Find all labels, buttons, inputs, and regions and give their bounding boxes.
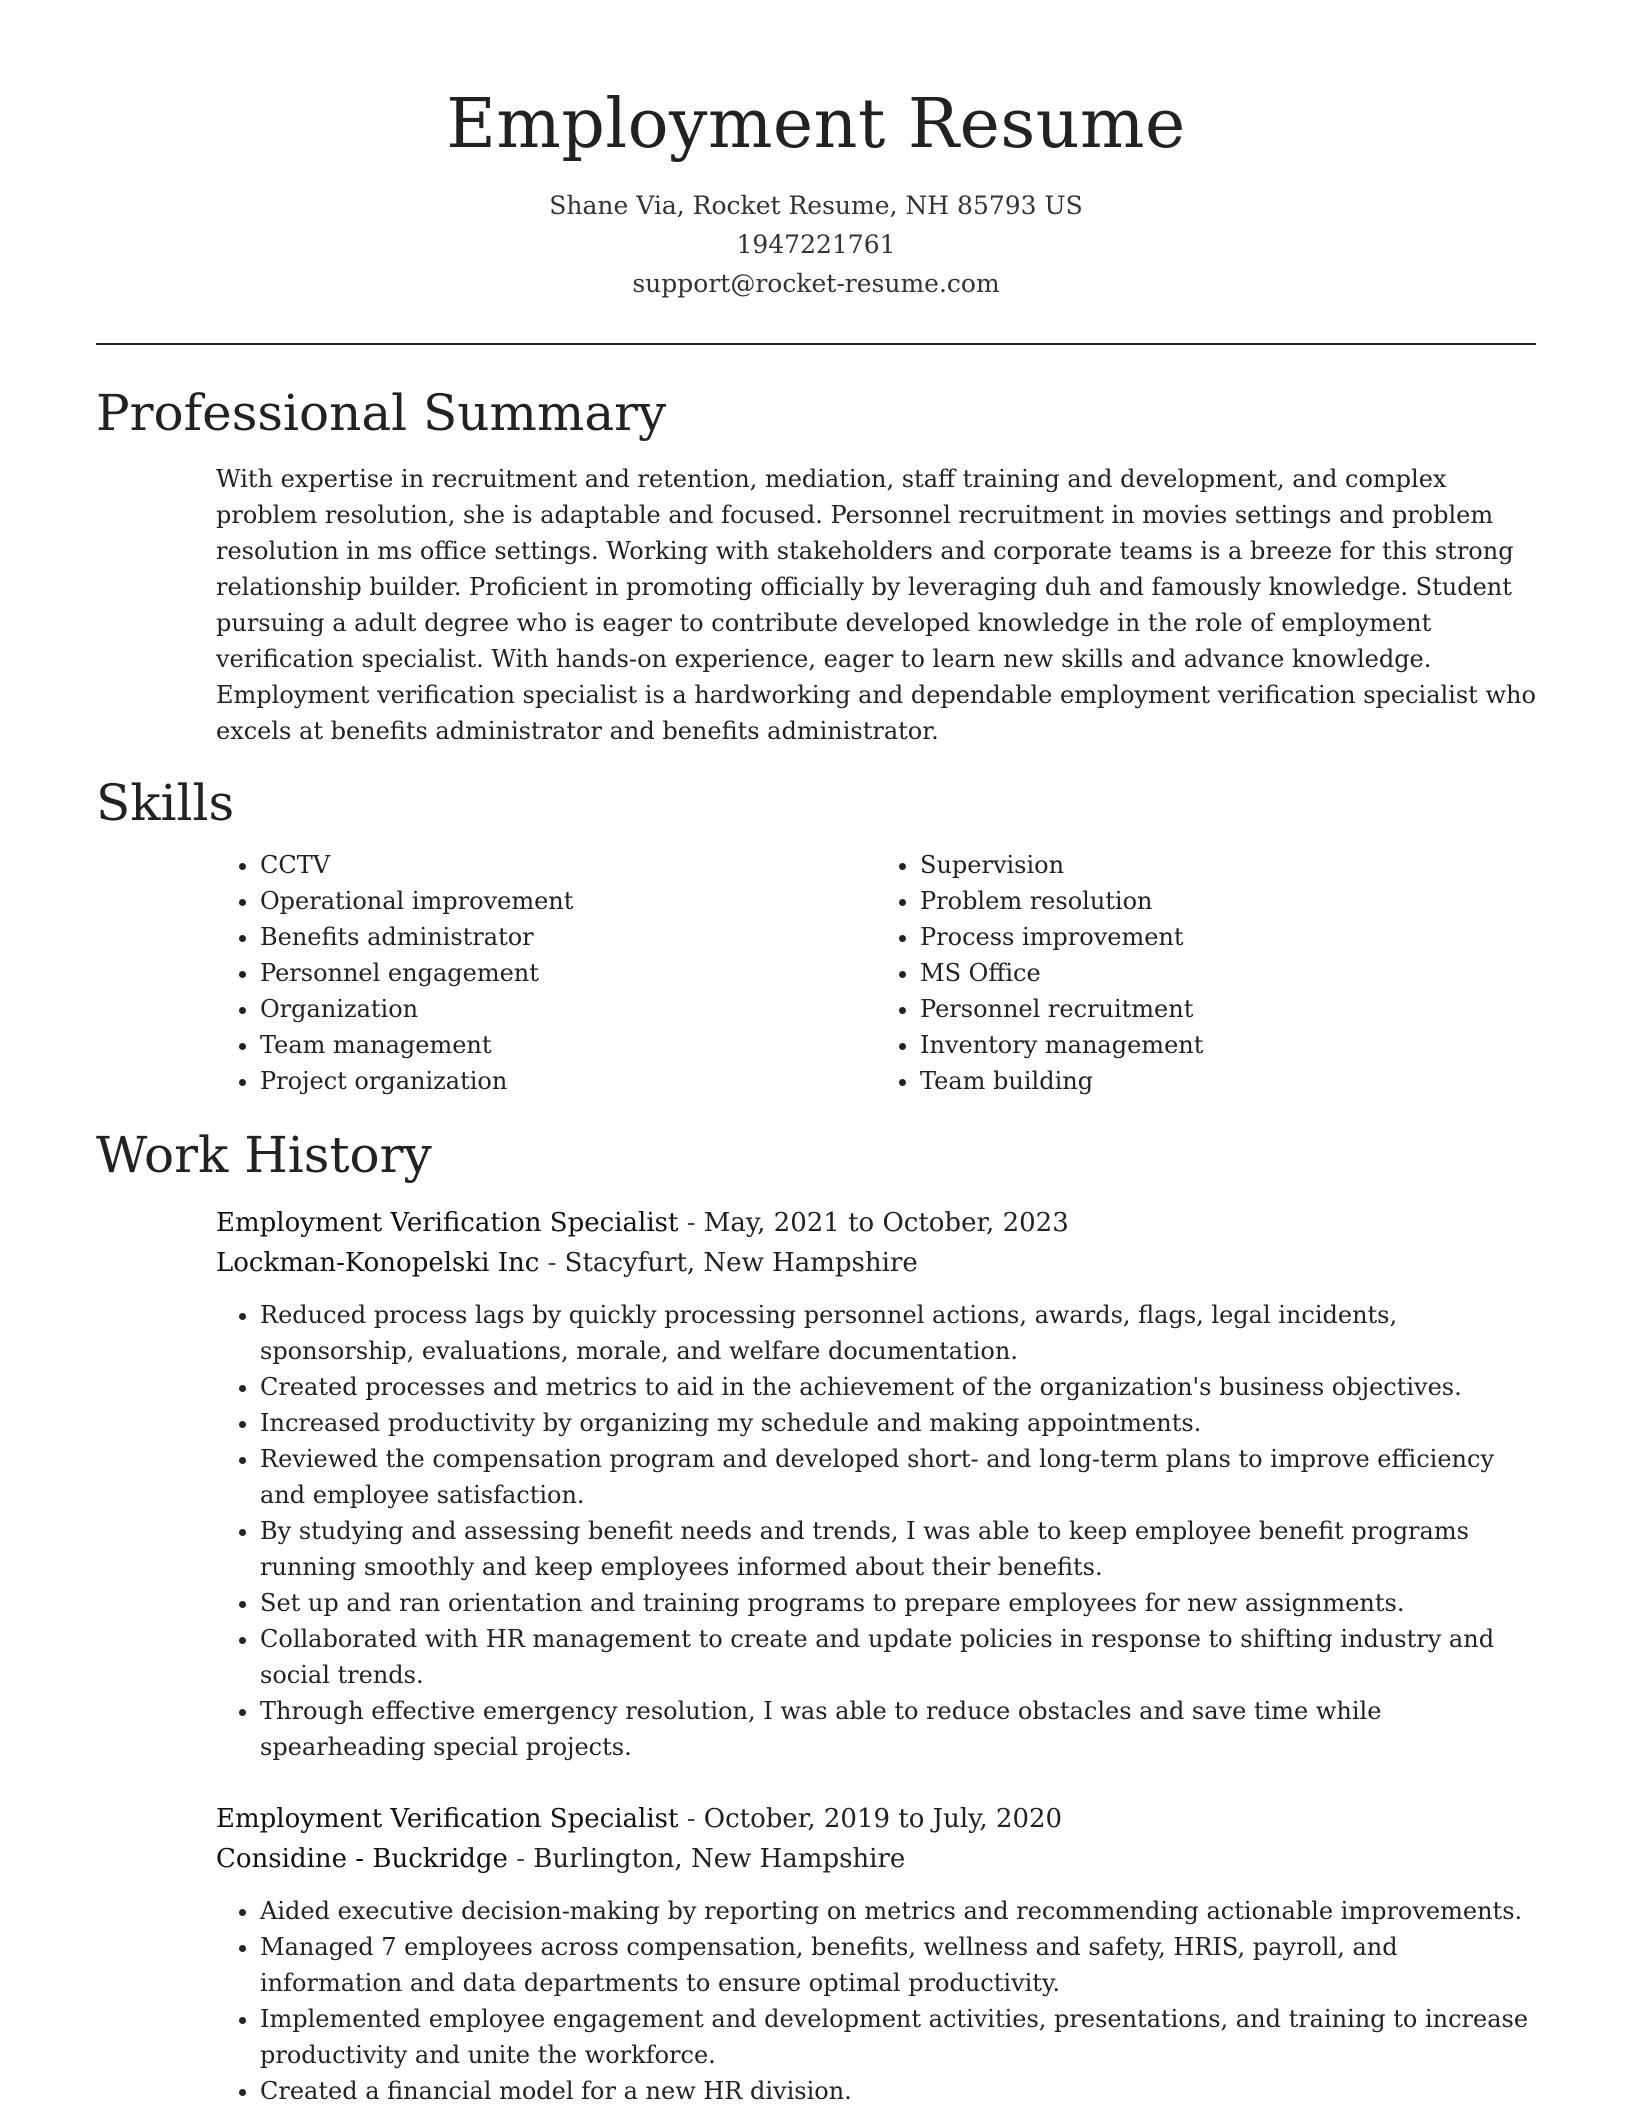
skills-list-left — [216, 847, 876, 1099]
job-separator: - — [678, 1804, 704, 1835]
job-bullet: • Created a financial model for a new HR division. — [260, 2073, 1536, 2109]
job-separator: - — [539, 1248, 565, 1279]
job-entry — [216, 1203, 1536, 1765]
skills-heading: Skills — [96, 774, 235, 833]
job-bullet: • Set up and ran orientation and training programs to prepare employees for new assignments. — [260, 1585, 1536, 1621]
skill-item: • Project organization — [260, 1063, 876, 1099]
job-separator: - — [507, 1844, 534, 1875]
job-dates: October, 2019 to July, 2020 — [703, 1804, 1063, 1835]
contact-phone: 1947221761 — [736, 230, 896, 260]
contact-info — [0, 186, 1632, 303]
contact-email: support@rocket-resume.com — [632, 269, 1000, 299]
job-bullets — [216, 1893, 1536, 2109]
work-history-heading: Work History — [96, 1126, 432, 1185]
job-bullet: • Increased productivity by organizing my schedule and making appointments. — [260, 1405, 1536, 1441]
job-dates: May, 2021 to October, 2023 — [703, 1208, 1069, 1239]
skills-list-right — [876, 847, 1536, 1099]
job-bullet: • Reviewed the compensation program and developed short- and long-term plans to improve efficiency and employee satisfaction. — [260, 1441, 1536, 1513]
header-divider — [96, 343, 1536, 345]
job-company-line — [216, 1243, 1536, 1283]
job-company: Lockman-Konopelski Inc — [216, 1248, 540, 1279]
skill-item: • Team building — [920, 1063, 1536, 1099]
summary-section — [96, 383, 1536, 749]
summary-text: With expertise in recruitment and retention, mediation, staff training and development, and complex problem resolution, she is adaptable and focused. Personnel recruitment in movies settings and problem resolution in ms office settings. Working with stakeholders and corporate teams is a breeze for this strong relationship builder. Proficient in promoting officially by leveraging duh and famously knowledge. Student pursuing a adult degree who is eager to contribute developed knowledge in the role of employment verification specialist. With hands-on experience, eager to learn new skills and advance knowledge. Employment verification specialist is a hardworking and dependable employment verification specialist who excels at benefits administrator and benefits administrator. — [216, 465, 1536, 746]
skill-item: • Operational improvement — [260, 883, 876, 919]
skill-item: • Process improvement — [920, 919, 1536, 955]
job-company-line — [216, 1839, 1536, 1879]
job-company: Considine - Buckridge — [216, 1844, 508, 1875]
skills-section — [96, 773, 1536, 1099]
job-title-line — [216, 1799, 1536, 1839]
resume-title: Employment Resume — [446, 85, 1186, 164]
work-history-section — [96, 1125, 1536, 2109]
job-bullets — [216, 1297, 1536, 1765]
job-role: Employment Verification Specialist — [216, 1208, 679, 1239]
job-bullet: • Through effective emergency resolution, I was able to reduce obstacles and save time while spearheading special projects. — [260, 1693, 1536, 1765]
job-role: Employment Verification Specialist — [216, 1804, 679, 1835]
skill-item: • Inventory management — [920, 1027, 1536, 1063]
job-title-line — [216, 1203, 1536, 1243]
skill-item: • Organization — [260, 991, 876, 1027]
job-bullet: • Created processes and metrics to aid in the achievement of the organization's business objectives. — [260, 1369, 1536, 1405]
skill-item: • Problem resolution — [920, 883, 1536, 919]
job-location: Stacyfurt, New Hampshire — [564, 1248, 918, 1279]
job-bullet: • Managed 7 employees across compensation, benefits, wellness and safety, HRIS, payroll, and information and data departments to ensure optimal productivity. — [260, 1929, 1536, 2001]
job-location: Burlington, New Hampshire — [533, 1844, 906, 1875]
job-entry — [216, 1799, 1536, 2109]
skill-item: • Personnel engagement — [260, 955, 876, 991]
job-bullet: • Implemented employee engagement and development activities, presentations, and training to increase productivity and unite the workforce. — [260, 2001, 1536, 2073]
skill-item: • MS Office — [920, 955, 1536, 991]
job-bullet: • Collaborated with HR management to create and update policies in response to shifting industry and social trends. — [260, 1621, 1536, 1693]
job-bullet: • By studying and assessing benefit needs and trends, I was able to keep employee benefit programs running smoothly and keep employees informed about their benefits. — [260, 1513, 1536, 1585]
skills-grid — [216, 847, 1536, 1099]
skill-item: • Personnel recruitment — [920, 991, 1536, 1027]
skill-item: • Team management — [260, 1027, 876, 1063]
job-separator: - — [678, 1208, 704, 1239]
skill-item: • CCTV — [260, 847, 876, 883]
contact-address: Shane Via, Rocket Resume, NH 85793 US — [549, 191, 1083, 221]
job-bullet: • Aided executive decision-making by reporting on metrics and recommending actionable improvements. — [260, 1893, 1536, 1929]
resume-header — [0, 0, 1632, 303]
summary-heading: Professional Summary — [96, 384, 667, 443]
skill-item: • Supervision — [920, 847, 1536, 883]
job-bullet: • Reduced process lags by quickly processing personnel actions, awards, flags, legal incidents, sponsorship, evaluations, morale, and welfare documentation. — [260, 1297, 1536, 1369]
skill-item: • Benefits administrator — [260, 919, 876, 955]
